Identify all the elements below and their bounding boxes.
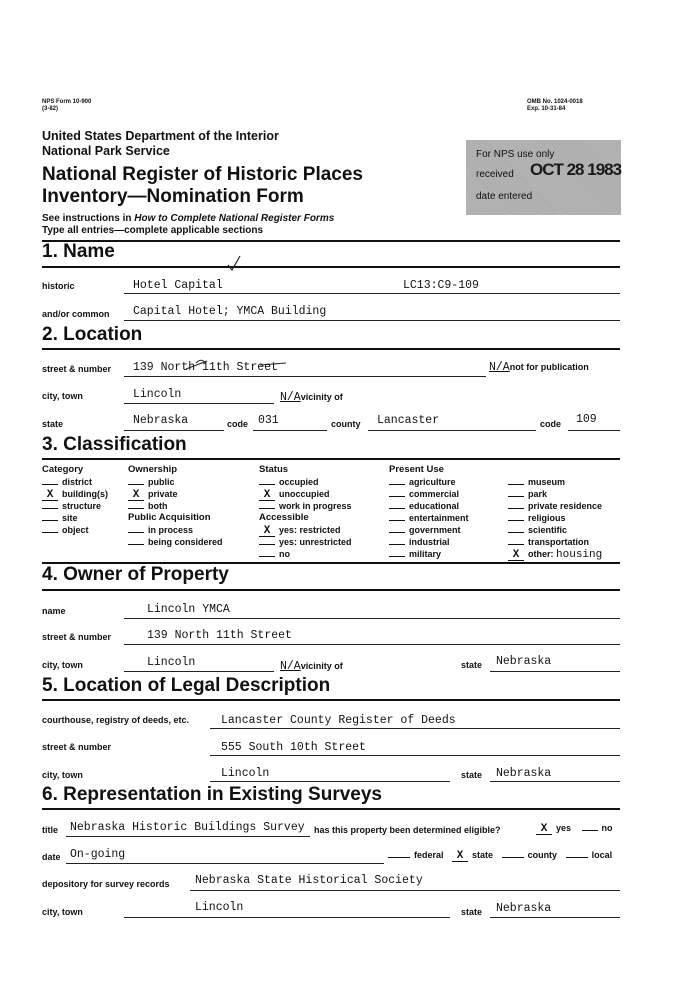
strikethrough-marks — [180, 355, 290, 375]
legal-state-label: state — [461, 770, 483, 780]
checkbox-religious[interactable] — [508, 520, 524, 521]
other-use-field[interactable]: housing — [556, 549, 603, 561]
option-entertainment[interactable] — [389, 512, 469, 524]
field-rule — [124, 293, 620, 294]
option-site-label: site — [62, 513, 78, 523]
option-occupied[interactable] — [259, 476, 352, 488]
checkbox-scientific[interactable] — [508, 532, 524, 533]
ownership-heading: Ownership — [128, 464, 178, 475]
state-checkbox[interactable]: X — [452, 852, 468, 862]
category-options — [42, 476, 108, 536]
checkbox-yes-restricted[interactable]: X — [259, 527, 275, 537]
option-industrial-label: industrial — [409, 537, 450, 547]
field-rule — [66, 863, 384, 864]
common-name-field[interactable]: Capital Hotel; YMCA Building — [133, 305, 327, 318]
option-yes-unrestricted[interactable] — [259, 536, 352, 548]
county-code-field[interactable]: 109 — [576, 413, 597, 426]
owner-vicinity — [280, 656, 343, 674]
option-other-label: other: — [528, 549, 554, 559]
checkbox-private[interactable]: X — [128, 491, 144, 501]
option-military[interactable] — [389, 548, 469, 560]
courthouse-field[interactable]: Lancaster County Register of Deeds — [221, 714, 456, 727]
option-being-considered-label: being considered — [148, 537, 223, 547]
eligible-no-checkbox[interactable] — [582, 830, 598, 831]
survey-state-label: state — [461, 907, 483, 917]
federal-checkbox[interactable] — [388, 857, 410, 858]
option-museum[interactable] — [508, 476, 602, 488]
option-park[interactable] — [508, 488, 602, 500]
present-use-options-2 — [508, 476, 602, 560]
option-both-label: both — [148, 501, 168, 511]
checkbox-buildings[interactable]: X — [42, 491, 58, 501]
state-level-label: state — [472, 850, 494, 860]
field-rule — [368, 430, 536, 431]
checkbox-yes-unrestricted[interactable] — [259, 544, 275, 545]
local-checkbox[interactable] — [566, 857, 588, 858]
status-heading: Status — [259, 464, 289, 475]
checkbox-transportation[interactable] — [508, 544, 524, 545]
not-for-publication-label: not for publication — [509, 362, 589, 372]
form-title-line-1: National Register of Historic Places — [42, 164, 363, 185]
category-heading: Category — [42, 464, 84, 475]
field-rule — [490, 671, 620, 672]
checkbox-object[interactable] — [42, 532, 58, 533]
option-scientific-label: scientific — [528, 525, 568, 535]
eligible-yes-checkbox[interactable]: X — [536, 825, 552, 835]
option-structure[interactable] — [42, 500, 108, 512]
field-rule — [124, 320, 620, 321]
vicinity-value[interactable]: N/A — [280, 391, 301, 404]
survey-date-label: date — [42, 852, 61, 862]
state-label: state — [42, 419, 64, 429]
section-2-heading: 2. Location — [42, 324, 143, 345]
field-rule — [124, 671, 274, 672]
survey-city-field[interactable]: Lincoln — [195, 901, 244, 914]
section-6-heading: 6. Representation in Existing Surveys — [42, 784, 382, 805]
survey-state-field[interactable]: Nebraska — [496, 902, 552, 915]
option-occupied-label: occupied — [279, 477, 319, 487]
option-yes-restricted-label: yes: restricted — [279, 525, 341, 535]
checkbox-entertainment[interactable] — [389, 520, 405, 521]
option-agriculture[interactable] — [389, 476, 469, 488]
option-object-label: object — [62, 525, 89, 535]
option-government[interactable] — [389, 524, 469, 536]
option-commercial[interactable] — [389, 488, 469, 500]
field-rule — [124, 644, 620, 645]
checkbox-unoccupied[interactable]: X — [259, 491, 275, 501]
owner-street-label: street & number — [42, 632, 112, 642]
service-name: National Park Service — [42, 144, 170, 158]
checkbox-educational[interactable] — [389, 508, 405, 509]
owner-vicinity-value[interactable]: N/A — [280, 660, 301, 673]
department-name: United States Department of the Interior — [42, 129, 279, 143]
option-both[interactable] — [128, 500, 223, 512]
option-industrial[interactable] — [389, 536, 469, 548]
received-label: received — [476, 169, 514, 180]
not-for-publication-value[interactable]: N/A — [489, 361, 510, 374]
option-unoccupied[interactable] — [259, 488, 352, 500]
field-rule — [568, 430, 620, 431]
instructions-prefix: See instructions in — [42, 213, 135, 224]
option-private[interactable] — [128, 488, 223, 500]
city-label: city, town — [42, 391, 83, 401]
legal-street-field[interactable]: 555 South 10th Street — [221, 741, 366, 754]
field-rule — [124, 403, 274, 404]
checkbox-private-residence[interactable] — [508, 508, 524, 509]
historic-label: historic — [42, 281, 75, 291]
checkbox-in-process[interactable] — [128, 532, 144, 533]
street-field[interactable]: 139 North 11th Street — [133, 361, 278, 374]
option-other[interactable] — [508, 548, 602, 560]
option-buildings-label: building(s) — [62, 489, 108, 499]
nps-use-label: For NPS use only — [476, 149, 555, 160]
section-divider — [42, 699, 620, 701]
legal-city-label: city, town — [42, 770, 83, 780]
present-use-options-1 — [389, 476, 469, 560]
option-public[interactable] — [128, 476, 223, 488]
status-options — [259, 476, 352, 560]
option-public-label: public — [148, 477, 175, 487]
checkbox-occupied[interactable] — [259, 484, 275, 485]
option-no[interactable] — [259, 548, 352, 560]
checkbox-government[interactable] — [389, 532, 405, 533]
checkbox-public[interactable] — [128, 484, 144, 485]
county-field[interactable]: Lancaster — [377, 414, 440, 427]
checkbox-museum[interactable] — [508, 484, 524, 485]
received-date-stamp: OCT 28 1983 — [530, 160, 622, 179]
option-government-label: government — [409, 525, 461, 535]
form-number: NPS Form 10-900 — [42, 99, 92, 105]
field-rule — [124, 430, 224, 431]
depository-label: depository for survey records — [42, 879, 170, 889]
survey-level-options — [388, 850, 612, 862]
section-3-heading: 3. Classification — [42, 434, 187, 455]
county-label: county — [331, 419, 361, 429]
checkbox-both[interactable] — [128, 508, 144, 509]
section-divider — [42, 589, 620, 591]
checkbox-commercial[interactable] — [389, 496, 405, 497]
option-educational-label: educational — [409, 501, 460, 511]
state-code-label: code — [227, 419, 249, 429]
county-level-label: county — [527, 850, 558, 860]
present-use-heading: Present Use — [389, 464, 444, 475]
site-code: LC13:C9-109 — [403, 279, 479, 292]
legal-state-field[interactable]: Nebraska — [496, 767, 552, 780]
option-park-label: park — [528, 489, 548, 499]
survey-title-field[interactable]: Nebraska Historic Buildings Survey — [70, 821, 305, 834]
field-rule — [210, 728, 620, 729]
checkbox-other[interactable]: X — [508, 551, 524, 561]
owner-city-field[interactable]: Lincoln — [147, 656, 196, 669]
county-code-label: code — [540, 419, 562, 429]
option-private-label: private — [148, 489, 178, 499]
date-entered-label: date entered — [476, 191, 533, 202]
section-1-heading: 1. Name — [42, 241, 115, 262]
option-district-label: district — [62, 477, 93, 487]
option-unoccupied-label: unoccupied — [279, 489, 330, 499]
section-divider — [42, 266, 620, 268]
eligible-options — [536, 823, 613, 835]
option-museum-label: museum — [528, 477, 566, 487]
option-yes-unrestricted-label: yes: unrestricted — [279, 537, 352, 547]
survey-title-label: title — [42, 825, 59, 835]
field-rule — [66, 836, 310, 837]
section-divider — [42, 240, 620, 242]
form-title-line-2: Inventory—Nomination Form — [42, 186, 304, 207]
survey-date-field[interactable]: On-going — [70, 848, 126, 861]
checkbox-military[interactable] — [389, 556, 405, 557]
omb-number: OMB No. 1024-0018 — [527, 99, 583, 105]
survey-city-label: city, town — [42, 907, 83, 917]
field-rule — [210, 755, 620, 756]
option-site[interactable] — [42, 512, 108, 524]
owner-street-field[interactable]: 139 North 11th Street — [147, 629, 292, 642]
check-mark — [226, 254, 242, 272]
checkbox-district[interactable] — [42, 484, 58, 485]
option-no-label: no — [279, 549, 290, 559]
option-private-residence-label: private residence — [528, 501, 603, 511]
street-label: street & number — [42, 364, 112, 374]
owner-state-label: state — [461, 660, 483, 670]
owner-state-field[interactable]: Nebraska — [496, 655, 552, 668]
field-rule — [490, 781, 620, 782]
depository-field[interactable]: Nebraska State Historical Society — [195, 874, 423, 887]
option-scientific[interactable] — [508, 524, 602, 536]
courthouse-label: courthouse, registry of deeds, etc. — [42, 715, 190, 725]
state-field[interactable]: Nebraska — [133, 414, 189, 427]
owner-name-field[interactable]: Lincoln YMCA — [147, 603, 230, 616]
legal-city-field[interactable]: Lincoln — [221, 767, 270, 780]
option-being-considered[interactable] — [128, 536, 223, 548]
ownership-options — [128, 476, 223, 548]
option-object[interactable] — [42, 524, 108, 536]
nps-use-box — [466, 140, 621, 215]
vicinity — [280, 387, 343, 405]
option-entertainment-label: entertainment — [409, 513, 469, 523]
checkbox-being-considered[interactable] — [128, 544, 144, 545]
vicinity-label: vicinity of — [300, 392, 343, 402]
checkbox-structure[interactable] — [42, 508, 58, 509]
county-checkbox[interactable] — [502, 857, 524, 858]
checkbox-no[interactable] — [259, 556, 275, 557]
field-rule — [190, 890, 620, 891]
field-rule — [253, 430, 327, 431]
option-work-in-progress[interactable] — [259, 500, 352, 512]
local-level-label: local — [591, 850, 613, 860]
state-code-field[interactable]: 031 — [258, 414, 279, 427]
option-military-label: military — [409, 549, 442, 559]
owner-city-label: city, town — [42, 660, 83, 670]
eligible-label: has this property been determined eligible? — [314, 825, 501, 835]
public-acquisition-heading: Public Acquisition — [128, 512, 211, 523]
eligible-yes-label: yes — [556, 823, 572, 833]
option-work-in-progress-label: work in progress — [279, 501, 352, 511]
accessible-heading: Accessible — [259, 512, 309, 523]
section-divider — [42, 348, 620, 350]
checkbox-park[interactable] — [508, 496, 524, 497]
option-educational[interactable] — [389, 500, 469, 512]
owner-vicinity-label: vicinity of — [300, 661, 343, 671]
section-divider — [42, 458, 620, 460]
checkbox-site[interactable] — [42, 520, 58, 521]
option-religious-label: religious — [528, 513, 566, 523]
instructions-line-2: Type all entries—complete applicable sections — [42, 225, 264, 236]
checkbox-agriculture[interactable] — [389, 484, 405, 485]
form-date: (3-82) — [42, 106, 59, 112]
section-5-heading: 5. Location of Legal Description — [42, 675, 331, 696]
field-rule — [124, 376, 486, 377]
historic-name-field[interactable]: Hotel Capital — [133, 279, 223, 292]
section-divider — [42, 808, 620, 810]
option-transportation[interactable] — [508, 536, 602, 548]
option-buildings[interactable] — [42, 488, 108, 500]
expiry-date: Exp. 10-31-84 — [527, 106, 566, 112]
option-in-process-label: in process — [148, 525, 194, 535]
option-transportation-label: transportation — [528, 537, 590, 547]
city-field[interactable]: Lincoln — [133, 388, 182, 401]
option-structure-label: structure — [62, 501, 102, 511]
option-agriculture-label: agriculture — [409, 477, 456, 487]
checkbox-work-in-progress[interactable] — [259, 508, 275, 509]
option-yes-restricted[interactable] — [259, 524, 352, 536]
option-religious[interactable] — [508, 512, 602, 524]
field-rule — [210, 781, 450, 782]
legal-street-label: street & number — [42, 742, 112, 752]
field-rule — [124, 917, 450, 918]
option-private-residence[interactable] — [508, 500, 602, 512]
option-district[interactable] — [42, 476, 108, 488]
field-rule — [124, 618, 620, 619]
checkbox-industrial[interactable] — [389, 544, 405, 545]
field-rule — [490, 917, 620, 918]
eligible-no-label: no — [601, 823, 613, 833]
not-for-publication — [489, 361, 589, 374]
instructions-line-1 — [42, 213, 334, 225]
option-commercial-label: commercial — [409, 489, 460, 499]
common-name-label: and/or common — [42, 309, 110, 319]
owner-name-label: name — [42, 606, 66, 616]
federal-label: federal — [414, 850, 444, 860]
option-in-process[interactable] — [128, 524, 223, 536]
section-4-heading: 4. Owner of Property — [42, 564, 229, 585]
instructions-guide-title: How to Complete National Register Forms — [134, 213, 335, 224]
